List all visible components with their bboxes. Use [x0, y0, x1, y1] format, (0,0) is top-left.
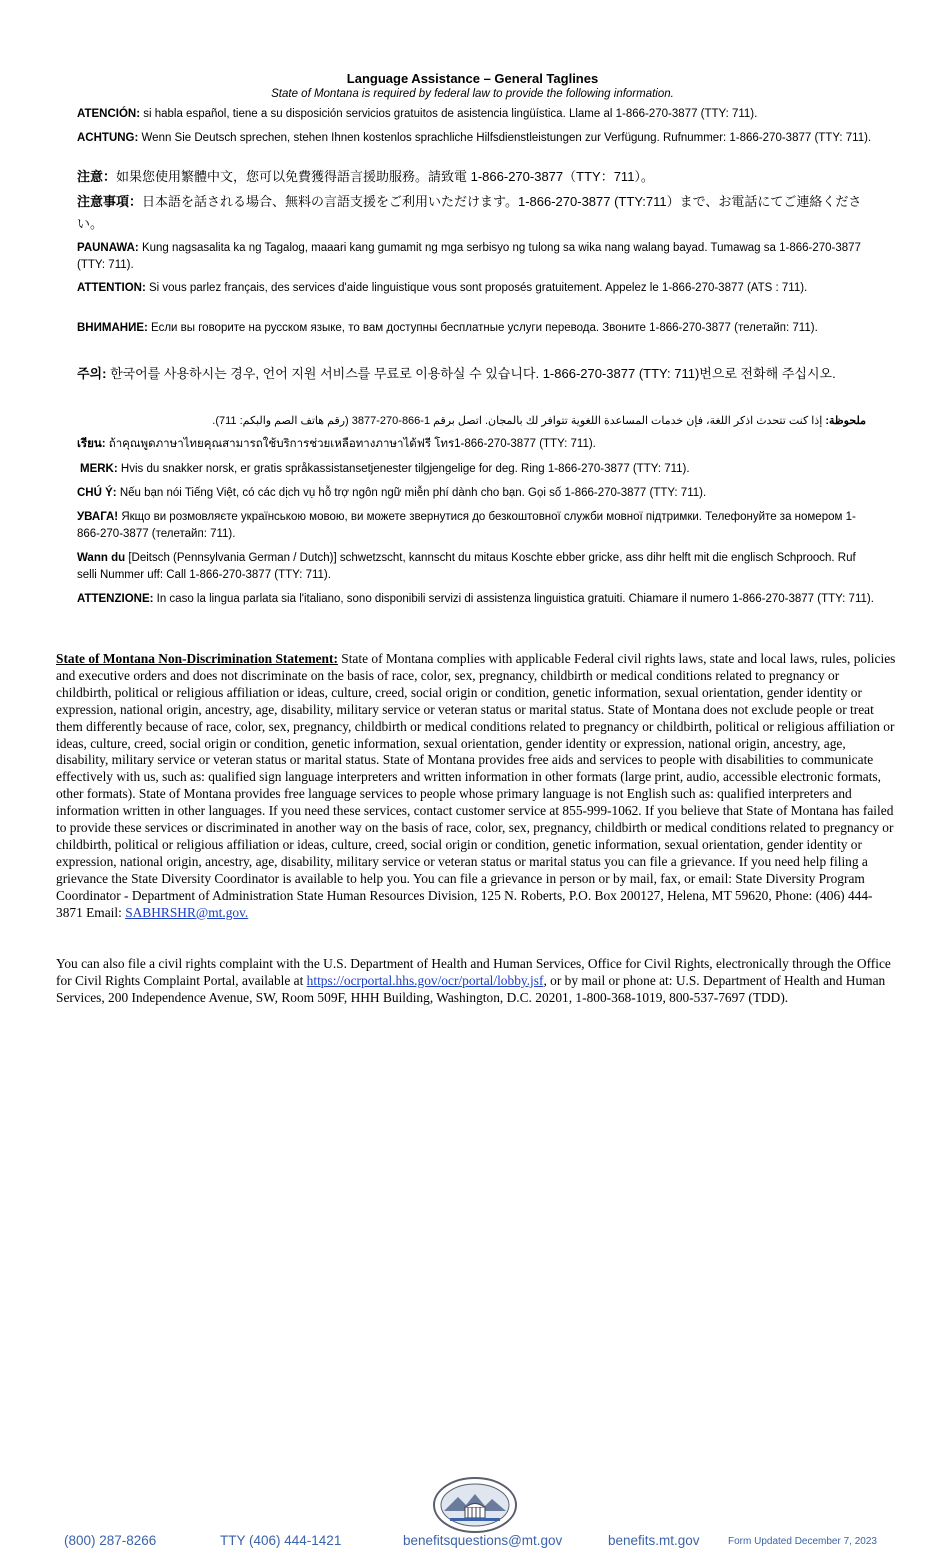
tagline-text: إذا كنت تتحدث اذكر اللغة، فإن خدمات المساعدة اللغوية تتوافر لك بالمجان. اتصل برقم 1-866-270-3877 (رقم هاتف الصم والبكم: 711). — [212, 415, 826, 427]
tagline-label: PAUNAWA: — [77, 242, 139, 254]
tagline-ukrainian — [77, 509, 877, 543]
footer-email[interactable]: benefitsquestions@mt.gov — [403, 1533, 563, 1548]
tagline-text: Hvis du snakker norsk, er gratis språkassistansetjenester tilgjengelige for deg. Ring 1-866-270-3877 (TTY: 711). — [117, 463, 690, 475]
tagline-label: ВНИМАНИЕ: — [77, 322, 148, 334]
document-header — [0, 71, 945, 101]
tagline-text: Kung nagsasalita ka ng Tagalog, maaari kang gumamit ng mga serbisyo ng tulong sa wika nang walang bayad. Tumawag sa 1-866-270-3877 (TTY: 711). — [77, 242, 861, 271]
tagline-text: ถ้าคุณพูดภาษาไทยคุณสามารถใช้บริการช่วยเหลือทางภาษาได้ฟรี โทร1-866-270-3877 (TTY: 711). — [105, 438, 596, 450]
tagline-french — [77, 280, 877, 297]
tagline-label: ATTENTION: — [77, 282, 146, 294]
tagline-label: CHÚ Ý: — [77, 487, 117, 499]
footer-form-updated: Form Updated December 7, 2023 — [728, 1536, 877, 1547]
tagline-text: Si vous parlez français, des services d'aide linguistique vous sont proposés gratuitement. Appelez le 1-866-270-3877 (ATS : 711). — [145, 282, 808, 294]
tagline-label: 주의: — [77, 366, 107, 381]
tagline-spanish — [77, 106, 877, 123]
tagline-text: In caso la lingua parlata sia l'italiano, sono disponibili servizi di assistenza linguistica gratuiti. Chiamare il numero 1-866-270-3877 (TTY: 711). — [153, 593, 874, 605]
tagline-korean — [77, 363, 877, 385]
tagline-label: เรียน: — [77, 438, 106, 450]
tagline-tagalog — [77, 240, 877, 274]
department-seal-icon — [432, 1477, 518, 1533]
tagline-german — [77, 130, 877, 147]
tagline-label: 注意事項： — [77, 194, 143, 209]
tagline-text: si habla español, tiene a su disposición servicios gratuitos de asistencia lingüística. Llame al 1-866-270-3877 (TTY: 711). — [140, 108, 758, 120]
tagline-pennsylvania-german — [77, 550, 877, 584]
footer-tty[interactable]: TTY (406) 444-1421 — [220, 1533, 342, 1548]
tagline-text: 如果您使用繁體中文，您可以免費獲得語言援助服務。請致電 1-866-270-3877（TTY：711）。 — [116, 169, 654, 184]
complaint-text-start: You can also file a civil rights complaint with the U.S. Department of Health and Human Services, Office for Civil Rights, electronically through the Office for Civil Rights Complaint Portal, available at — [56, 956, 891, 988]
statement-heading: State of Montana Non-Discrimination Statement: — [56, 651, 338, 666]
ocr-portal-link[interactable]: https://ocrportal.hhs.gov/ocr/portal/lobby.jsf — [306, 972, 544, 988]
tagline-japanese — [77, 191, 877, 235]
tagline-chinese — [77, 166, 877, 188]
tagline-arabic — [110, 413, 866, 430]
civil-rights-complaint — [56, 956, 896, 1007]
tagline-label: ATTENZIONE: — [77, 593, 154, 605]
tagline-label: 注意： — [77, 169, 117, 184]
non-discrimination-statement — [56, 651, 896, 922]
tagline-label: Wann du — [77, 552, 126, 564]
tagline-italian — [77, 591, 877, 608]
tagline-label: УВАГА! — [77, 511, 119, 523]
tagline-text: Якщо ви розмовляєте українською мовою, ви можете звернутися до безкоштовної служби мовної підтримки. Телефонуйте за номером 1-866-270-3877 (телетайп: 711). — [77, 511, 856, 540]
footer-phone[interactable]: (800) 287-8266 — [64, 1533, 157, 1548]
tagline-label: ACHTUNG: — [77, 132, 139, 144]
complaint-text-end: , or by mail or phone at: U.S. Department of Health and Human Services, 200 Independence Avenue, SW, Room 509F, HHH Building, Washington, D.C. 20201, 1-800-368-1019, 800-537-7697 (TDD). — [56, 972, 886, 1005]
tagline-text: [Deitsch (Pennsylvania German / Dutch)] schwetzscht, kannscht du mitaus Koschte ebber gricke, ass dihr helft mit die englisch Schprooch. Ruf selli Nummer uff: Call 1-866-270-3877 (TTY: 711). — [77, 552, 856, 581]
tagline-norwegian — [80, 461, 880, 478]
statement-body: State of Montana complies with applicable Federal civil rights laws, state and local laws, rules, policies and executive orders and does not discriminate on the basis of race, color, sex, pregnancy, childbirth or medical conditions related to pregnancy or childbirth, political or religious affiliation or ideas, culture, creed, social origin or condition, genetic information, sexual orientation, gender identity or expression, national origin, ancestry, age, disability, military service or veteran status or marital status. State of Montana does not exclude people or treat them differently because of race, color, sex, pregnancy, childbirth or medical conditions related to pregnancy or childbirth, political or religious affiliation or ideas, culture, creed, social origin or condition, genetic information, sexual orientation, gender identity or expression, national origin, ancestry, age, disability, military service or veteran status or marital status. State of Montana provides free aids and services to people with disabilities to communicate effectively with us, such as: qualified sign language interpreters and written information in other formats (large print, audio, accessible electronic formats, other formats). State of Montana provides free language services to people whose primary language is not English such as: qualified interpreters and information written in other languages. If you need these services, contact customer service at 855-999-1062. If you believe that State of Montana has failed to provide these services or discriminated in another way on the basis of race, color, sex, pregnancy, childbirth or medical conditions related to pregnancy or childbirth, political or religious affiliation or ideas, culture, creed, social origin or condition, genetic information, sexual orientation, gender identity or expression, national origin, ancestry, age, disability, military service or veteran status or marital status you can file a grievance. If you need help filing a grievance the State Diversity Coordinator is available to help you. You can file a grievance in person or by mail, fax, or email: State Diversity Program Coordinator - Department of Administration State Human Resources Division, 125 N. Roberts, P.O. Box 200127, Helena, MT 59620, Phone: (406) 444-3871 Email: — [56, 651, 896, 920]
page-title: Language Assistance – General Taglines — [346, 71, 599, 86]
tagline-label: MERK: — [80, 463, 118, 475]
footer-website[interactable]: benefits.mt.gov — [608, 1533, 700, 1548]
statement-email-link[interactable]: SABHRSHR@mt.gov. — [125, 904, 249, 920]
tagline-text: Wenn Sie Deutsch sprechen, stehen Ihnen kostenlos sprachliche Hilfsdienstleistungen zur Verfügung. Rufnummer: 1-866-270-3877 (TTY: 711). — [138, 132, 872, 144]
tagline-russian — [77, 320, 877, 337]
tagline-thai — [77, 436, 877, 453]
tagline-text: 日本語を話される場合、無料の言語支援をご利用いただけます。1-866-270-3877 (TTY:711）まで、お電話にてご連絡ください。 — [77, 194, 862, 231]
tagline-vietnamese — [77, 485, 877, 502]
page-subtitle: State of Montana is required by federal law to provide the following information. — [271, 88, 674, 100]
tagline-text: Если вы говорите на русском языке, то вам доступны бесплатные услуги перевода. Звоните 1-866-270-3877 (телетайп: 711). — [147, 322, 818, 334]
tagline-text: 한국어를 사용하시는 경우, 언어 지원 서비스를 무료로 이용하실 수 있습니다. 1-866-270-3877 (TTY: 711)번으로 전화해 주십시오. — [106, 366, 836, 381]
tagline-label: ملحوظة: — [825, 415, 866, 427]
tagline-text: Nếu bạn nói Tiếng Việt, có các dịch vụ hỗ trợ ngôn ngữ miễn phí dành cho bạn. Gọi số 1-866-270-3877 (TTY: 711). — [116, 487, 707, 499]
tagline-label: ATENCIÓN: — [77, 108, 141, 120]
